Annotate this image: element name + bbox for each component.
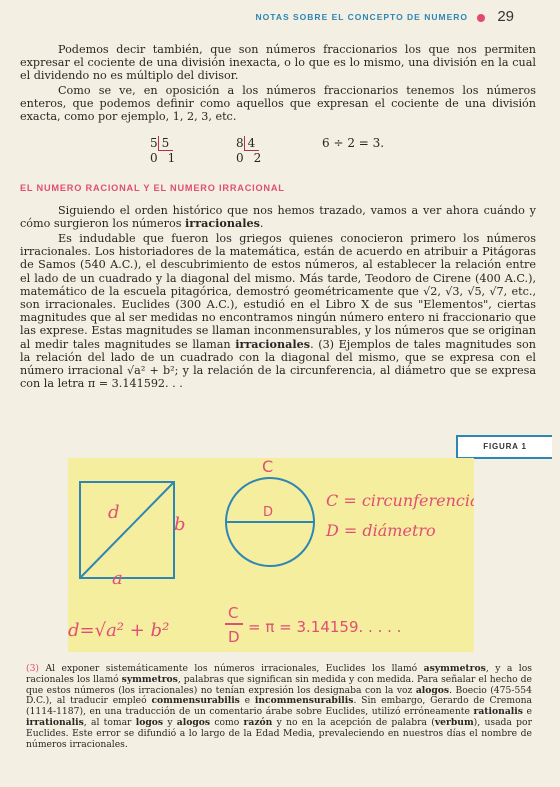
fraction-denominator: D <box>228 628 240 646</box>
label-d: d <box>108 502 120 523</box>
page-number: 29 <box>497 8 514 25</box>
running-title: NOTAS SOBRE EL CONCEPTO DE NUMERO <box>255 12 468 22</box>
footnote-3: (3) Al exponer sistemáticamente los números irracionales, Euclides los llamó asymmetros, y a los racionales los llamó symmetros, palabras que significan sin medida y con medida. Para señalar el hecho de que estos números (los irracionales) no tenían expresión los designaba con la voz alogos. Boecio (475-554 D.C.), al traducir empleó commensurabilis e incommensurabilis. Sin embargo, Gerardo de Cremona (1114-1187), en una traducción de un comentario árabe sobre Euclides, utilizó erróneamente rationalis e irrationalis, al tomar logos y alogos como razón y no en la acepción de palabra (verbum), usada por Euclides. Este error se difundió a lo largo de la Edad Media, prevaleciendo en nuestros días el nombre de números irracionales. <box>26 663 532 750</box>
section-title: EL NUMERO RACIONAL Y EL NUMERO IRRACIONAL <box>20 183 285 193</box>
division-example-2: 8 4 <box>236 136 259 151</box>
paragraph-irracionales-intro: Siguiendo el orden histórico que nos hemos trazado, vamos a ver ahora cuándo y cómo surgieron los números irracionales. <box>20 204 536 231</box>
textbook-page: NOTAS SOBRE EL CONCEPTO DE NUMERO 29 Podemos decir también, que son números fraccionarios los que nos permiten expresar el cociente de una división inexacta, o lo que es lo mismo, una división en la cual el dividendo no es múltiplo del divisor. Como se ve, en oposición a los números fraccionarios tenemos los números enteros, que podemos definir como aquellos que expresan el cociente de una división exacta, como por ejemplo, 1, 2, 3, etc. 5 5 0 1 8 4 0 2 6 ÷ 2 = 3. EL NUMERO RACIONAL Y EL NUMERO IRRACIONAL Siguiendo el orden histórico que nos hemos trazado, vamos a ver ahora cuándo y cómo surgieron los números irracionales. Es indudable que fueron los griegos quienes conocieron primero los números irracionales. Los historiadores de la matemática, están de acuerdo en atribuir a Pitágoras de Samos (540 A.C.), el descubrimiento de estos números, al establecer la relación entre el lado de un cuadrado y la diagonal del mismo. Más tarde, Teodoro de Cirene (400 A.C.), matemático de la escuela pitagórica, demostró geométricamente que √2, √3, √5, √7, etc., son irracionales. Euclides (300 A.C.), estudió en el Libro X de sus "Elementos", ciertas magnitudes que al ser medidas no encontramos ningún número entero ni fraccionario que las exprese. Estas magnitudes se llaman inconmensurables, y los números que se originan al medir tales magnitudes se llaman irracionales. (3) Ejemplos de tales magnitudes son la relación del lado de un cuadrado con la diagonal del mismo, que se expresa con el número irracional √a² + b²; y la relación de la circunferencia, al diámetro que se expresa con la letra π = 3.141592. . . FIGURA 1 d b a C D C = circunferencia D = diámetro d=√a² + b² C D = π = 3.14159. . . . . (3) Al exponer sistemáticamente los números irracionales, Euclides los llamó asymmetros, y a los racionales los llamó symmetros, palabras que significan sin medida y con medida. Para señalar el hecho de que estos números (los irracionales) no tenían expresión los designaba con la voz alogos. Boecio (475-554 D.C.), al traducir empleó commensurabilis e incommensurabilis. Sin embargo, Gerardo de Cremona (1114-1187), en una traducción de un comentario árabe sobre Euclides, utilizó erróneamente rationalis e irrationalis, al tomar logos y alogos como razón y no en la acepción de palabra (verbum), usada por Euclides. Este error se difundió a lo largo de la Edad Media, prevaleciendo en nuestros días el nombre de números irracionales. <box>0 0 560 787</box>
label-b: b <box>174 514 186 535</box>
bullet-dot-icon <box>477 14 485 22</box>
division-example-3: 6 ÷ 2 = 3. <box>322 136 385 150</box>
paragraph-griegos: Es indudable que fueron los griegos quienes conocieron primero los números irracionales. Los historiadores de la matemática, están de acuerdo en atribuir a Pitágoras de Samos (540 A.C.), el descubrimiento de estos números, al establecer la relación entre el lado de un cuadrado y la diagonal del mismo. Más tarde, Teodoro de Cirene (400 A.C.), matemático de la escuela pitagórica, demostró geométricamente que √2, √3, √5, √7, etc., son irracionales. Euclides (300 A.C.), estudió en el Libro X de sus "Elementos", ciertas magnitudes que al ser medidas no encontramos ningún número entero ni fraccionario que las exprese. Estas magnitudes se llaman inconmensurables, y los números que se originan al medir tales magnitudes se llaman irracionales. (3) Ejemplos de tales magnitudes son la relación del lado de un cuadrado con la diagonal del mismo, que se expresa con el número irracional √a² + b²; y la relación de la circunferencia, al diámetro que se expresa con la letra π = 3.141592. . . <box>20 232 536 391</box>
fraction-numerator: C <box>228 604 239 622</box>
figure-1 <box>68 458 474 652</box>
division-example-1: 5 5 <box>150 136 173 151</box>
label-c: C <box>262 458 274 476</box>
paragraph-fraccionarios: Podemos decir también, que son números fraccionarios los que nos permiten expresar el cociente de una división inexacta, o lo que es lo mismo, una división en la cual el dividendo no es múltiplo del divisor. <box>20 43 536 83</box>
legend-diametro: D = diámetro <box>326 521 436 540</box>
square-diagonal-line <box>80 482 174 578</box>
label-a: a <box>112 568 123 589</box>
legend-circunferencia: C = circunferencia <box>326 491 474 510</box>
page-header <box>0 8 548 28</box>
figure-tab-label: FIGURA 1 <box>456 435 552 459</box>
formula-diagonal: d=√a² + b² <box>68 620 170 641</box>
formula-pi: = π = 3.14159. . . . . <box>248 618 402 636</box>
paragraph-enteros: Como se ve, en oposición a los números fraccionarios tenemos los números enteros, que podemos definir como aquellos que expresan el cociente de una división exacta, como por ejemplo, 1, 2, 3, etc. <box>20 84 536 124</box>
label-D: D <box>263 505 274 520</box>
geometry-diagram <box>68 458 474 652</box>
footnote-marker: (3) <box>26 663 40 674</box>
